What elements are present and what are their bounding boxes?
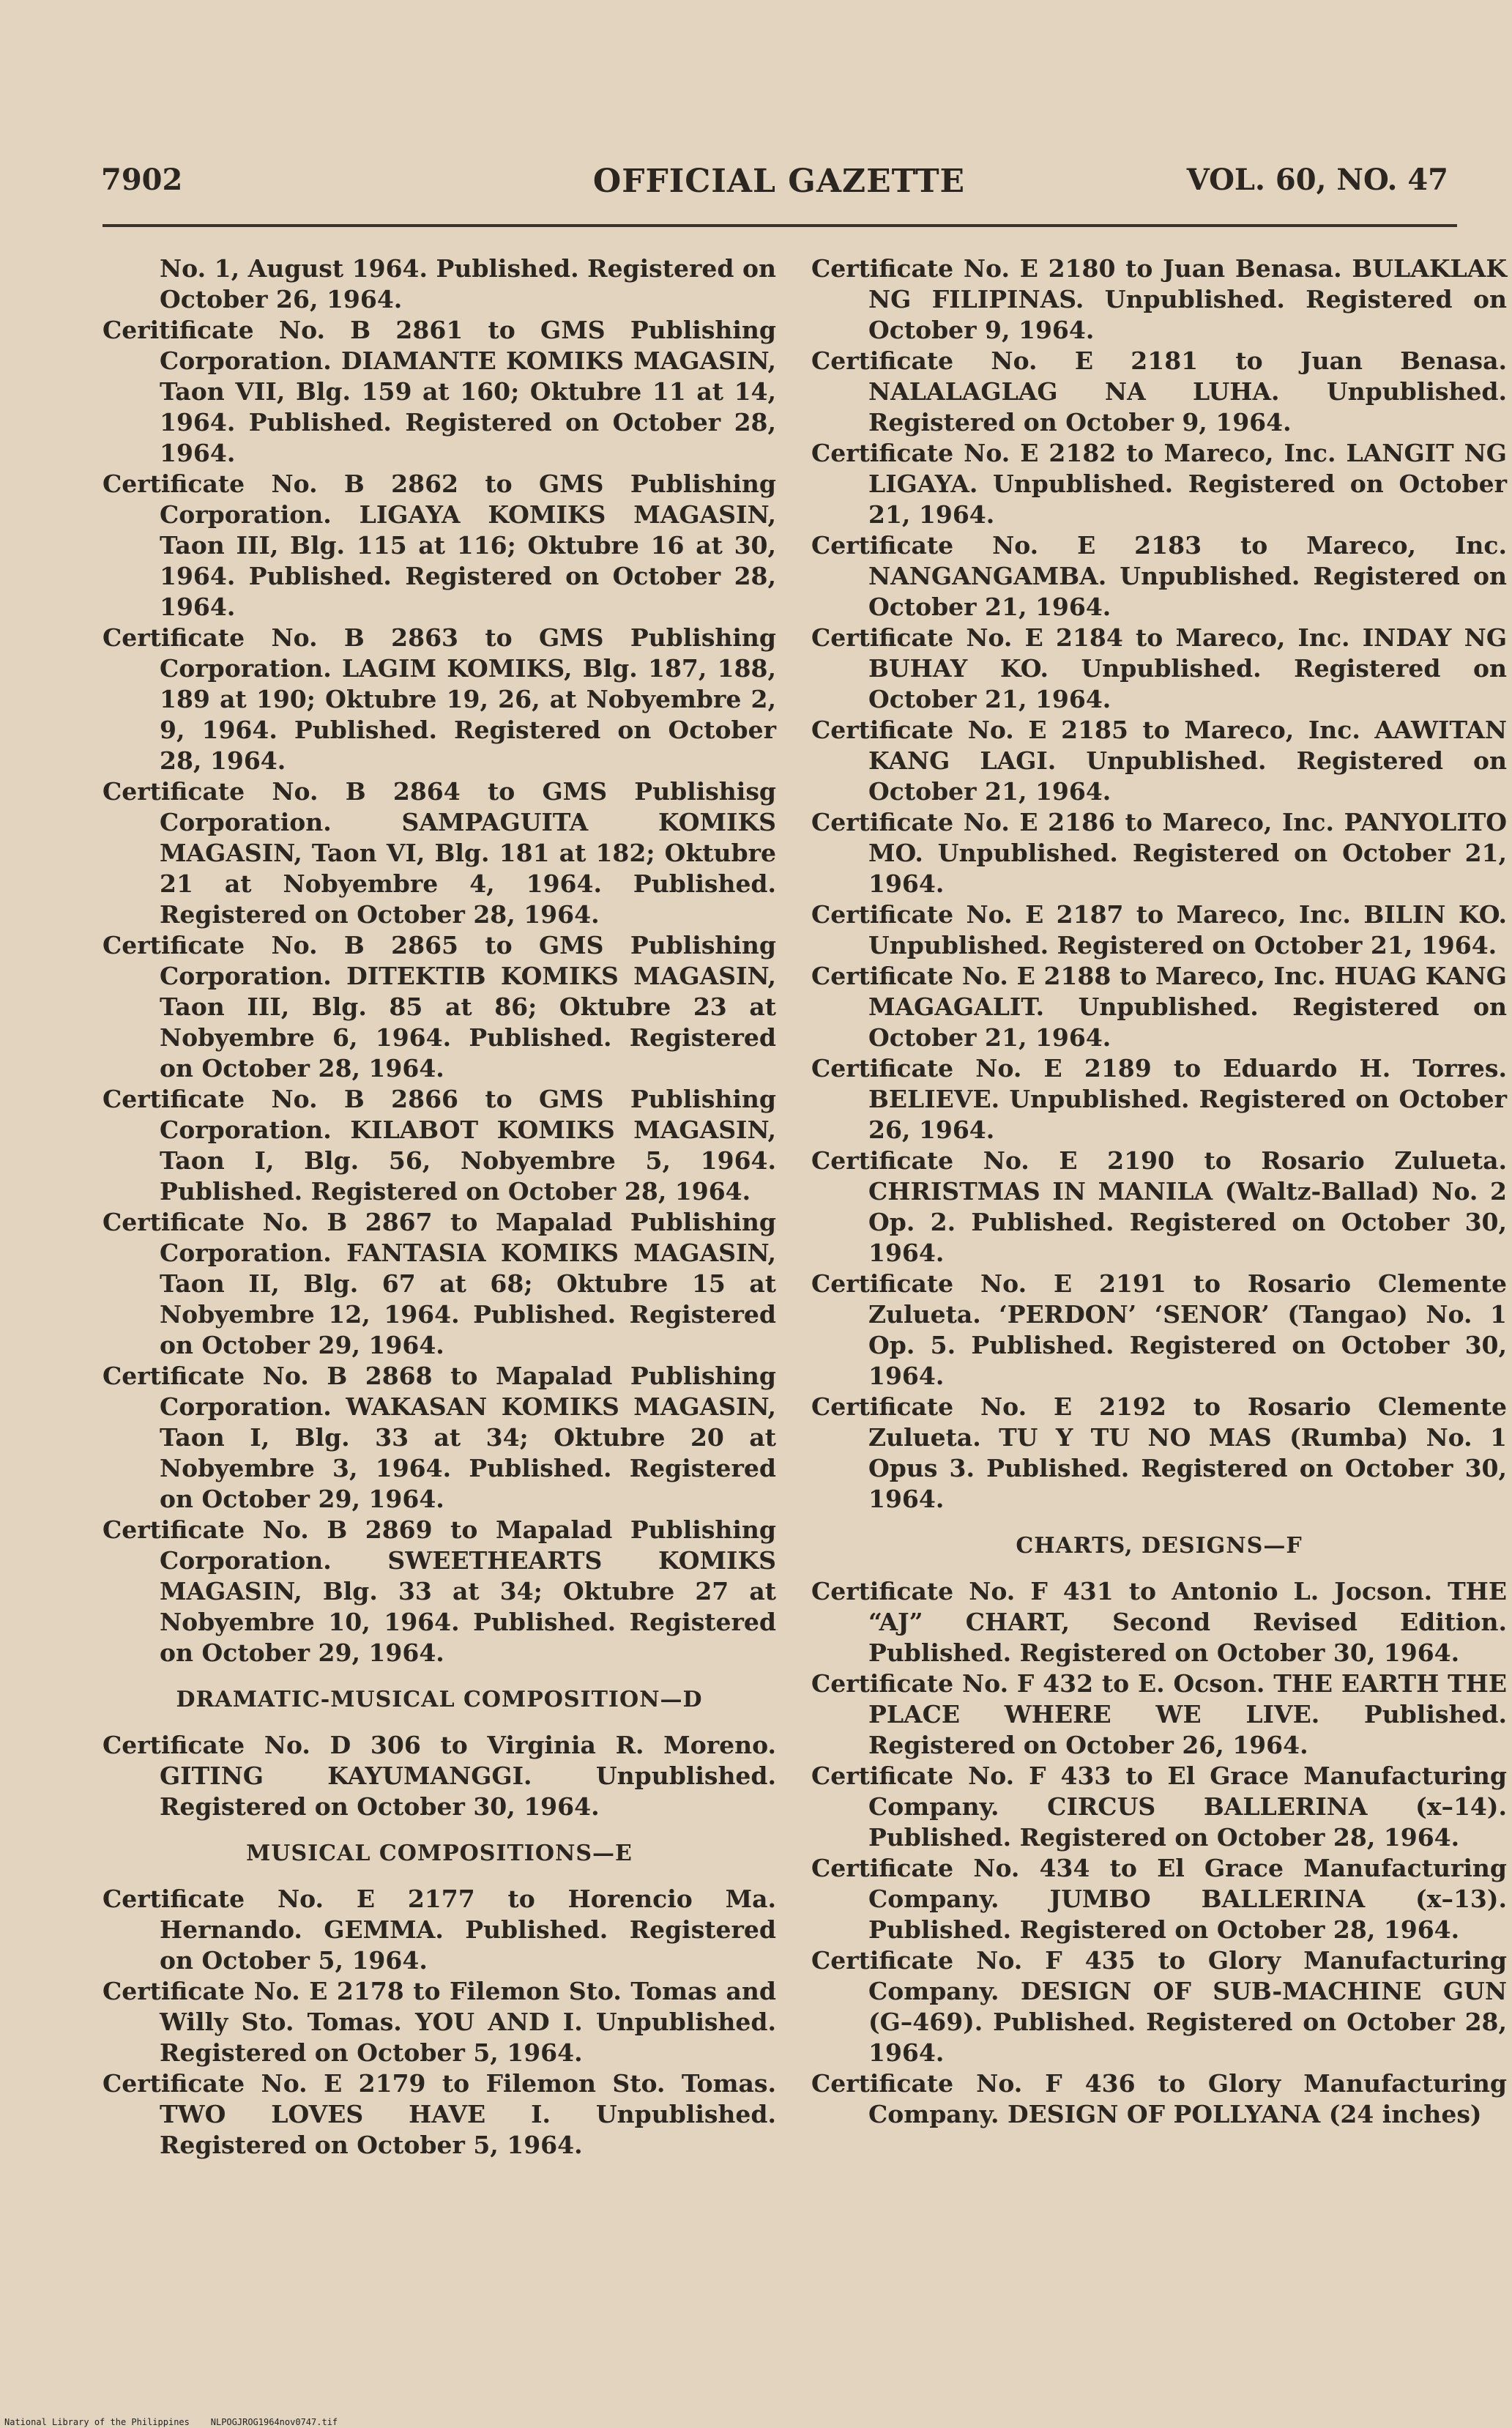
certificate-entry: Certificate No. E 2183 to Mareco, Inc. NANGANGAMBA. Unpublished. Registered on October 21, 1964. — [811, 531, 1507, 621]
section-heading-dramatic-musical: DRAMATIC-MUSICAL COMPOSITION—D — [176, 1687, 703, 1712]
certificate-entry: Certificate No. E 2181 to Juan Benasa. NALALAGLAG NA LUHA. Unpublished. Registered on October 9, 1964. — [811, 346, 1507, 437]
certificate-entry: Certificate No. E 2177 to Horencio Ma. Hernando. GEMMA. Published. Registered on October 5, 1964. — [103, 1885, 776, 1975]
certificate-entry: Certificate No. F 436 to Glory Manufacturing Company. DESIGN OF POLLYANA (24 inches) — [811, 2069, 1507, 2128]
certificate-entry: Certificate No. F 433 to El Grace Manufacturing Company. CIRCUS BALLERINA (x–14). Published. Registered on October 28, 1964. — [811, 1761, 1507, 1852]
certificate-entry: Certificate No. F 435 to Glory Manufacturing Company. DESIGN OF SUB-MACHINE GUN (G–469). Published. Registered on October 28, 1964. — [811, 1946, 1507, 2067]
certificate-entry: Certificate No. B 2863 to GMS Publishing Corporation. LAGIM KOMIKS, Blg. 187, 188, 189 at 190; Oktubre 19, 26, at Nobyembre 2, 9, 1964. Published. Registered on October 28, 1964. — [103, 623, 776, 775]
page-number: 7902 — [101, 163, 183, 197]
left-column — [103, 253, 776, 2161]
certificate-entry: Certificate No. F 432 to E. Ocson. THE EARTH THE PLACE WHERE WE LIVE. Published. Registered on October 26, 1964. — [811, 1669, 1507, 1759]
certificate-entry: Certificate No. E 2186 to Mareco, Inc. PANYOLITO MO. Unpublished. Registered on October 21, 1964. — [811, 808, 1507, 898]
certificate-entry: Certificate No. B 2866 to GMS Publishing Corporation. KILABOT KOMIKS MAGASIN, Taon I, Blg. 56, Nobyembre 5, 1964. Published. Registered on October 28, 1964. — [103, 1085, 776, 1206]
publication-title: OFFICIAL GAZETTE — [592, 163, 966, 200]
certificate-entry: Certificate No. E 2185 to Mareco, Inc. AAWITAN KANG LAGI. Unpublished. Registered on October 21, 1964. — [811, 716, 1507, 806]
certificate-entry: Certificate No. E 2188 to Mareco, Inc. HUAG KANG MAGAGALIT. Unpublished. Registered on October 21, 1964. — [811, 962, 1507, 1052]
page-header — [101, 163, 1457, 207]
certificate-entry: Certificate No. E 2192 to Rosario Clemente Zulueta. TU Y TU NO MAS (Rumba) No. 1 Opus 3. Published. Registered on October 30, 1964. — [811, 1392, 1507, 1513]
certificate-entry: Certificate No. B 2868 to Mapalad Publishing Corporation. WAKASAN KOMIKS MAGASIN, Taon I, Blg. 33 at 34; Oktubre 20 at Nobyembre 3, 1964. Published. Registered on October 29, 1964. — [103, 1362, 776, 1513]
certificate-entry: Certificate No. E 2189 to Eduardo H. Torres. BELIEVE. Unpublished. Registered on October 26, 1964. — [811, 1054, 1507, 1144]
scan-footer: National Library of the Philippines NLPOGJROG1964nov0747.tif — [4, 2417, 338, 2427]
certificate-entry: Certificate No. D 306 to Virginia R. Moreno. GITING KAYUMANGGI. Unpublished. Registered on October 30, 1964. — [103, 1731, 776, 1821]
certificate-entry: Certificate No. B 2862 to GMS Publishing Corporation. LIGAYA KOMIKS MAGASIN, Taon III, Blg. 115 at 116; Oktubre 16 at 30, 1964. Published. Registered on October 28, 1964. — [103, 469, 776, 621]
section-heading-charts-designs: CHARTS, DESIGNS—F — [1016, 1533, 1303, 1559]
certificate-entry: Certificate No. E 2182 to Mareco, Inc. LANGIT NG LIGAYA. Unpublished. Registered on October 21, 1964. — [811, 439, 1507, 529]
certificate-entry: Certificate No. E 2178 to Filemon Sto. Tomas and Willy Sto. Tomas. YOU AND I. Unpublished. Registered on October 5, 1964. — [103, 1977, 776, 2067]
certificate-entry: No. 1, August 1964. Published. Registered on October 26, 1964. — [160, 254, 776, 313]
certificate-entry: Certificate No. 434 to El Grace Manufacturing Company. JUMBO BALLERINA (x–13). Published. Registered on October 28, 1964. — [811, 1854, 1507, 1944]
certificate-entry: Certificate No. B 2865 to GMS Publishing Corporation. DITEKTIB KOMIKS MAGASIN, Taon III, Blg. 85 at 86; Oktubre 23 at Nobyembre 6, 1964. Published. Registered on October 28, 1964. — [103, 931, 776, 1083]
certificate-entry: Certificate No. E 2187 to Mareco, Inc. BILIN KO. Unpublished. Registered on October 21, 1964. — [811, 900, 1507, 959]
certificate-entry: Certificate No. F 431 to Antonio L. Jocson. THE “AJ” CHART, Second Revised Edition. Published. Registered on October 30, 1964. — [811, 1577, 1507, 1667]
header-rule — [103, 224, 1457, 227]
right-column — [811, 253, 1507, 2130]
certificate-entry: Certificate No. B 2869 to Mapalad Publishing Corporation. SWEETHEARTS KOMIKS MAGASIN, Blg. 33 at 34; Oktubre 27 at Nobyembre 10, 1964. Published. Registered on October 29, 1964. — [103, 1515, 776, 1667]
certificate-entry: Certificate No. E 2184 to Mareco, Inc. INDAY NG BUHAY KO. Unpublished. Registered on October 21, 1964. — [811, 623, 1507, 713]
volume-label: VOL. 60, NO. 47 — [1186, 163, 1448, 197]
section-heading-musical: MUSICAL COMPOSITIONS—E — [246, 1841, 633, 1866]
certificate-entry: Certificate No. B 2867 to Mapalad Publishing Corporation. FANTASIA KOMIKS MAGASIN, Taon II, Blg. 67 at 68; Oktubre 15 at Nobyembre 12, 1964. Published. Registered on October 29, 1964. — [103, 1208, 776, 1359]
certificate-entry: Certificate No. E 2190 to Rosario Zulueta. CHRISTMAS IN MANILA (Waltz-Ballad) No. 2 Op. 2. Published. Registered on October 30, 1964. — [811, 1146, 1507, 1267]
certificate-entry: Certificate No. B 2864 to GMS Publishisg Corporation. SAMPAGUITA KOMIKS MAGASIN, Taon VI, Blg. 181 at 182; Oktubre 21 at Nobyembre 4, 1964. Published. Registered on October 28, 1964. — [103, 777, 776, 929]
certificate-entry: Certificate No. E 2180 to Juan Benasa. BULAKLAK NG FILIPINAS. Unpublished. Registered on October 9, 1964. — [811, 254, 1507, 344]
certificate-entry: Ceritificate No. B 2861 to GMS Publishing Corporation. DIAMANTE KOMIKS MAGASIN, Taon VII, Blg. 159 at 160; Oktubre 11 at 14, 1964. Published. Registered on October 28, 1964. — [103, 316, 776, 467]
certificate-entry: Certificate No. E 2179 to Filemon Sto. Tomas. TWO LOVES HAVE I. Unpublished. Registered on October 5, 1964. — [103, 2069, 776, 2159]
certificate-entry: Certificate No. E 2191 to Rosario Clemente Zulueta. ‘PERDON’ ‘SENOR’ (Tangao) No. 1 Op. 5. Published. Registered on October 30, 1964. — [811, 1269, 1507, 1390]
